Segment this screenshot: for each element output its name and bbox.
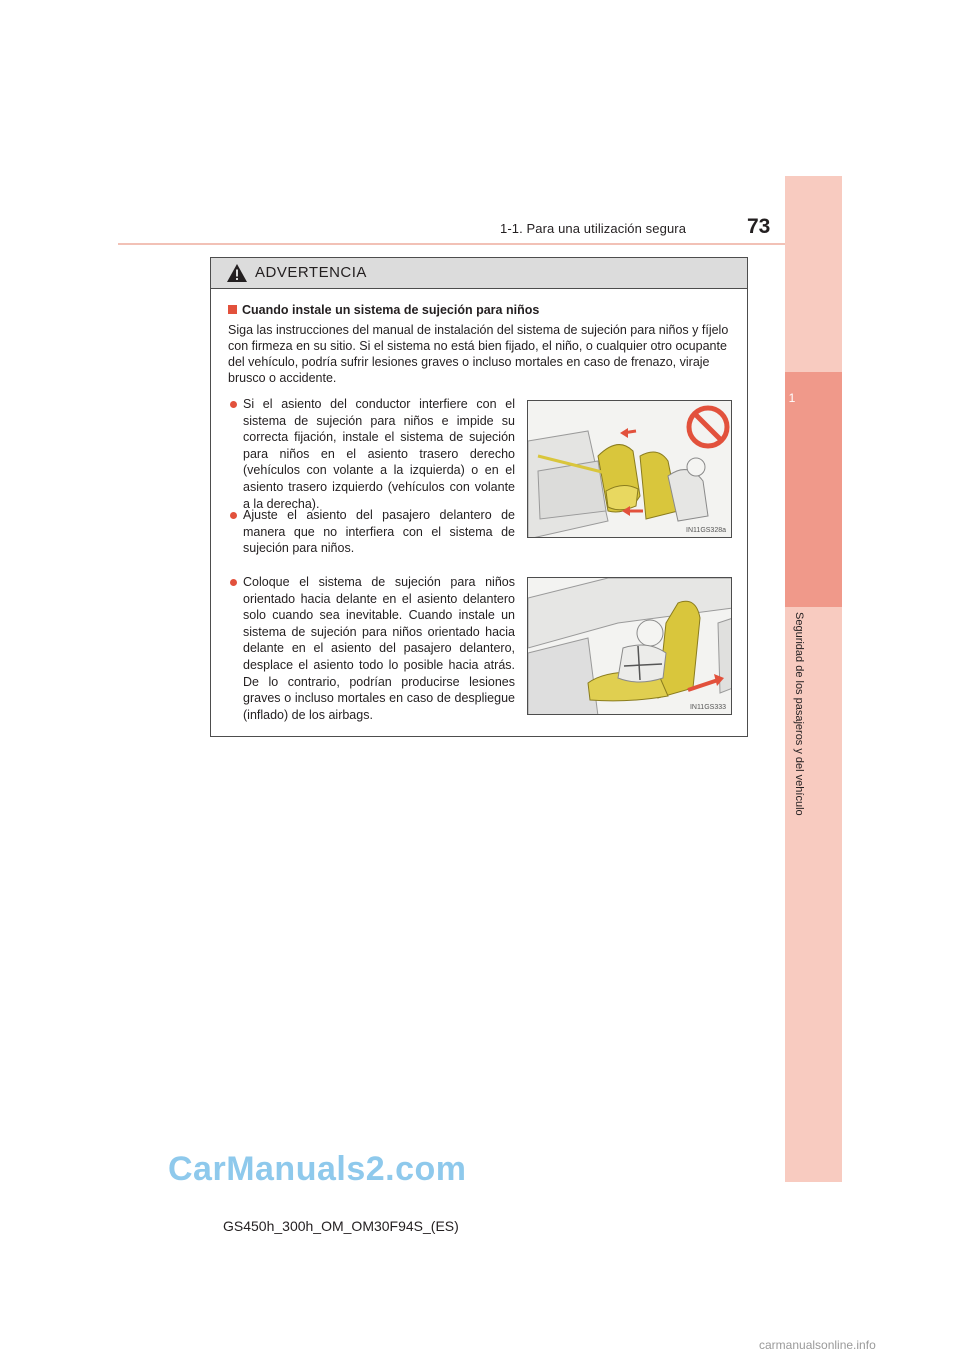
section-title: 1-1. Para una utilización segura — [500, 221, 687, 236]
watermark-url: carmanualsonline.info — [759, 1338, 876, 1352]
footer-model-code: GS450h_300h_OM_OM30F94S_(ES) — [223, 1218, 459, 1234]
bullet-item: Ajuste el asiento del pasajero delantero de manera que no interfiera con el sistema de sujeción para niños. — [230, 507, 515, 557]
figure-seat-interference — [527, 400, 732, 538]
warning-triangle-icon — [226, 263, 248, 283]
figure-code: IN11GS333 — [689, 704, 726, 711]
bullet-dot-icon — [230, 512, 237, 519]
figure-forward-facing-seat — [527, 577, 732, 715]
bullet-item: Coloque el sistema de sujeción para niños orientado hacia delante en el asiento delantero solo cuando sea inevitable. Cuando instale un sistema de sujeción para niños orientado hacia delante en el asiento del pasajero delantero, desplace el asiento todo lo posible hacia atrás. De lo contrario, podrían producirse lesiones graves o incluso mortales en caso de despliegue (inflado) de los airbags. — [230, 574, 515, 723]
square-bullet-icon — [228, 305, 237, 314]
bullet-dot-icon — [230, 579, 237, 586]
warning-header — [211, 258, 747, 289]
page-number: 73 — [747, 215, 771, 238]
warning-title: ADVERTENCIA — [255, 264, 367, 281]
section-heading: Cuando instale un sistema de sujeción para niños — [228, 303, 539, 317]
forward-facing-seat-illustration — [528, 578, 732, 715]
warning-box — [210, 257, 748, 737]
seat-interference-illustration — [528, 401, 732, 538]
chapter-side-tab — [785, 176, 842, 1182]
intro-paragraph: Siga las instrucciones del manual de instalación del sistema de sujeción para niños y fíjelo con firmeza en su sitio. Si el sistema no está bien fijado, el niño, o cualquier otro ocupante del vehículo, podría sufrir lesiones graves o incluso mortales en caso de frenazo, viraje brusco o accidente. — [228, 323, 729, 385]
watermark-logo: CarManuals2.com — [168, 1150, 467, 1188]
bullet-item: Si el asiento del conductor interfiere con el sistema de sujeción para niños e impide su correcta fijación, instale el sistema de sujeción para niños en el asiento trasero derecho (vehículos con volante a la izquierda) o en el asiento trasero izquierdo (vehículos con volante a la derecha). — [230, 396, 515, 512]
header-divider — [118, 243, 785, 245]
chapter-number: 1 — [788, 391, 796, 405]
chapter-label: Seguridad de los pasajeros y del vehículo — [793, 612, 805, 816]
bullet-dot-icon — [230, 401, 237, 408]
figure-code: IN11GS328a — [686, 527, 726, 534]
chapter-tab-highlight — [785, 372, 842, 607]
